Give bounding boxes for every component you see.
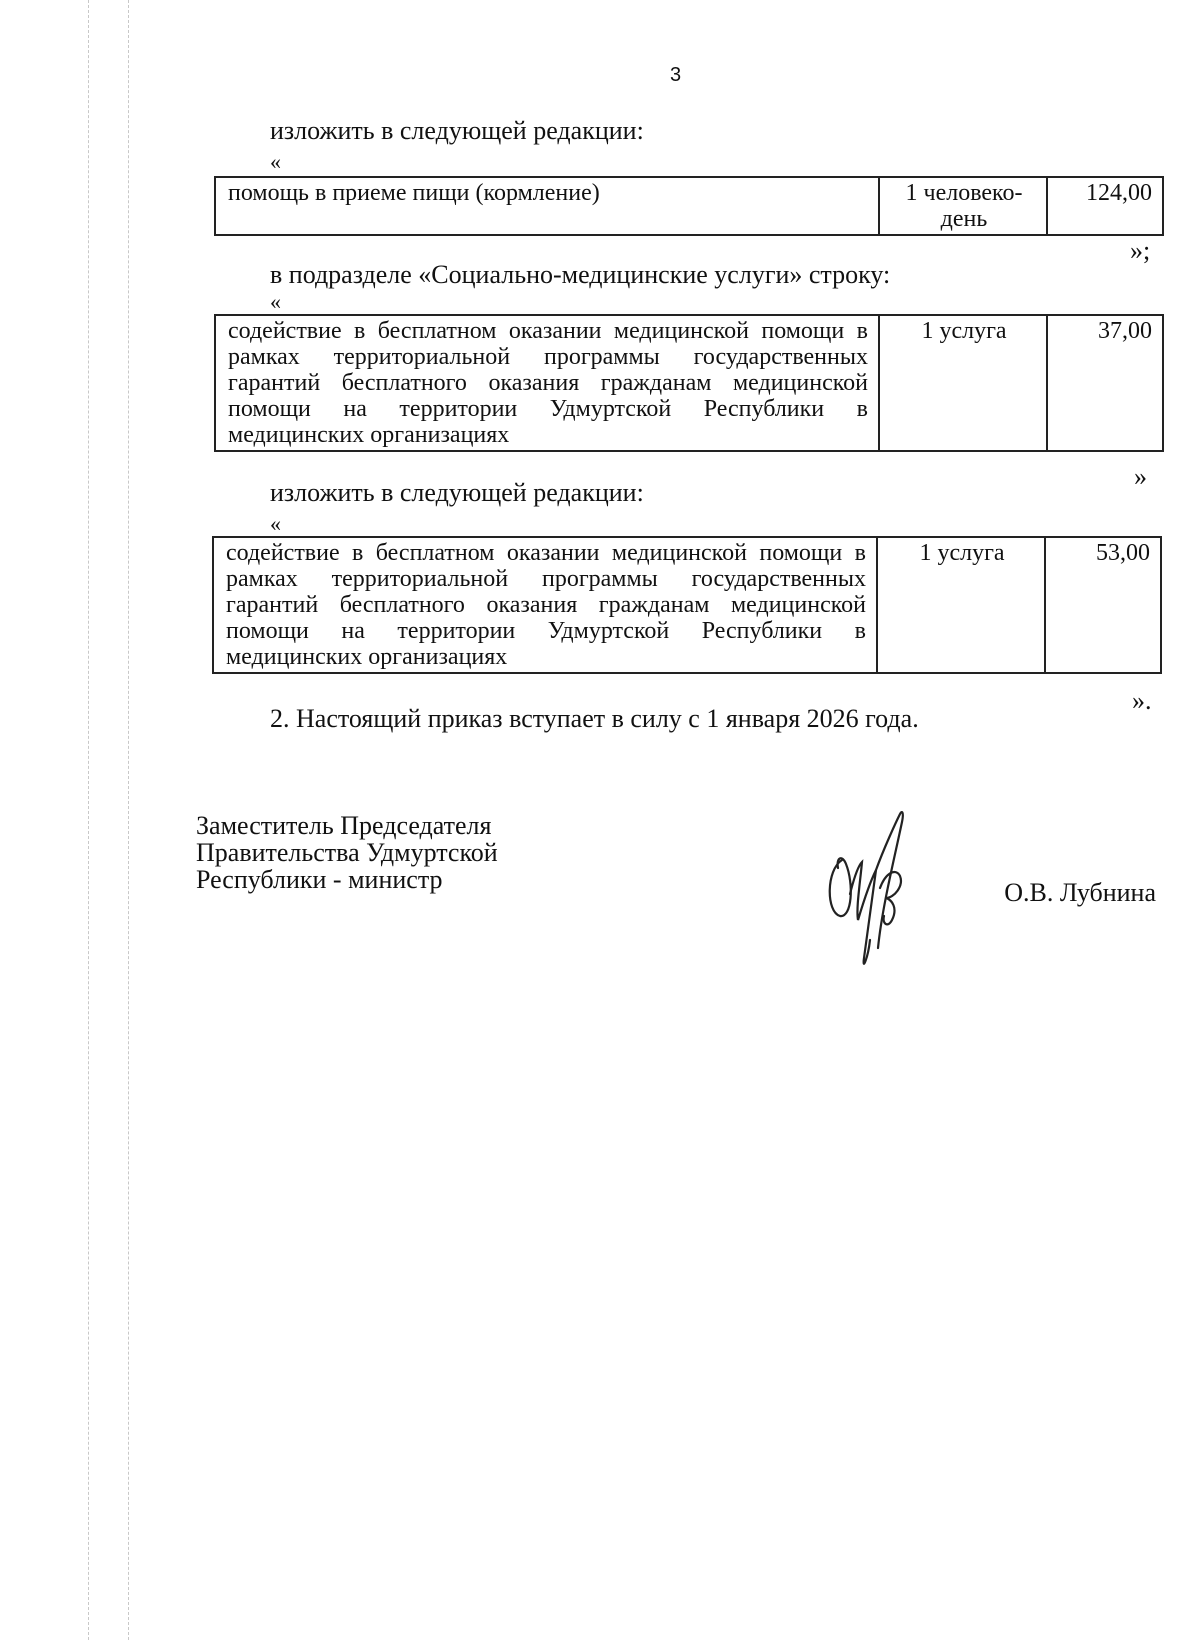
close-quote-2: » bbox=[1134, 462, 1147, 491]
open-quote-2: « bbox=[270, 289, 281, 314]
handwritten-signature bbox=[820, 808, 930, 978]
close-quote-1: »; bbox=[1130, 236, 1151, 265]
service-description: помощь в приеме пищи (кормление) bbox=[215, 177, 879, 235]
signatory-position-line-1: Заместитель Председателя bbox=[196, 811, 492, 840]
tariff-table-3 bbox=[212, 536, 1162, 674]
tariff-table-2 bbox=[214, 314, 1164, 452]
table-row bbox=[215, 177, 1163, 235]
intro-heading-3: изложить в следующей редакции: bbox=[270, 478, 644, 507]
close-quote-3: ». bbox=[1132, 686, 1152, 715]
signatory-position bbox=[196, 812, 498, 893]
open-quote-1: « bbox=[270, 149, 281, 174]
signatory-position-line-2: Правительства Удмуртской bbox=[196, 838, 498, 867]
tariff-table-1 bbox=[214, 176, 1164, 236]
page-number: 3 bbox=[670, 64, 682, 86]
service-price: 37,00 bbox=[1047, 315, 1163, 451]
clause-2: 2. Настоящий приказ вступает в силу с 1 января 2026 года. bbox=[270, 704, 919, 733]
intro-heading-2: в подразделе «Социально-медицинские услуги» строку: bbox=[270, 260, 891, 289]
signatory-position-line-3: Республики - министр bbox=[196, 865, 443, 894]
scan-edge-left bbox=[128, 0, 129, 1640]
table-row bbox=[215, 315, 1163, 451]
service-unit: 1 услуга bbox=[879, 315, 1047, 451]
service-unit: 1 услуга bbox=[877, 537, 1045, 673]
intro-heading-1: изложить в следующей редакции: bbox=[270, 116, 644, 145]
signatory-name: О.В. Лубнина bbox=[1004, 878, 1156, 907]
service-description: содействие в бесплатном оказании медицинской помощи в рамках территориальной программы государственных гарантий бесплатного оказания гражданам медицинской помощи на территории Удмуртской Республики в медицинских организациях bbox=[213, 537, 877, 673]
scan-edge-far-left bbox=[88, 0, 89, 1640]
service-description: содействие в бесплатном оказании медицинской помощи в рамках территориальной программы государственных гарантий бесплатного оказания гражданам медицинской помощи на территории Удмуртской Республики в медицинских организациях bbox=[215, 315, 879, 451]
table-row bbox=[213, 537, 1161, 673]
service-price: 53,00 bbox=[1045, 537, 1161, 673]
service-unit: 1 человеко-день bbox=[879, 177, 1047, 235]
open-quote-3: « bbox=[270, 511, 281, 536]
service-price: 124,00 bbox=[1047, 177, 1163, 235]
